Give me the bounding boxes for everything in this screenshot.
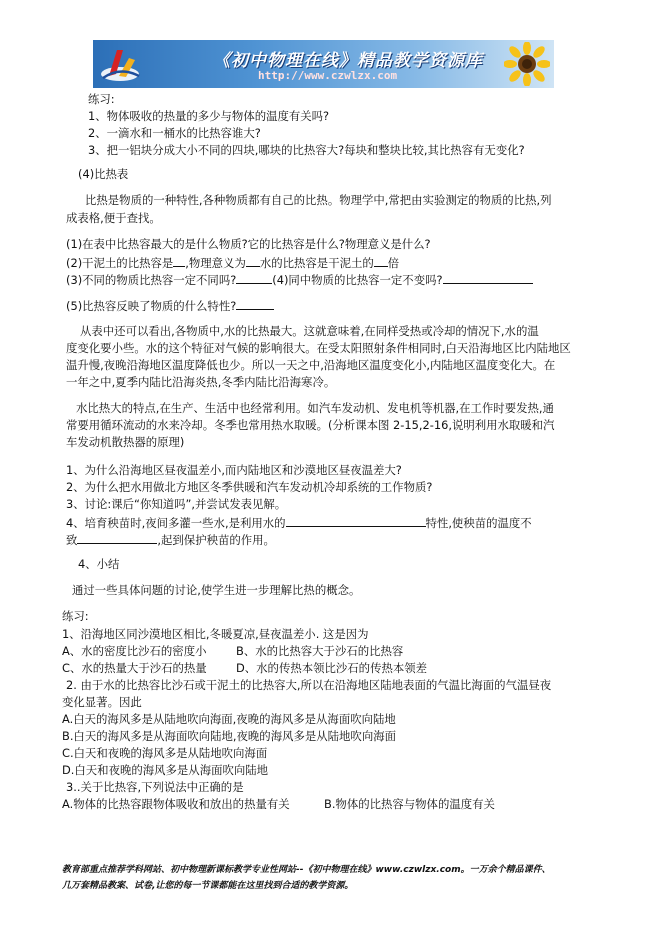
- answer-blank[interactable]: [77, 532, 157, 544]
- exercise-question: 3..关于比热容,下列说法中正确的是: [66, 780, 244, 794]
- site-logo-icon: [99, 44, 141, 84]
- table-question: (2)干泥土的比热容是 ,物理意义为 水的比热容是干泥土的 倍: [66, 256, 400, 270]
- paragraph-line: 度变化要小些。水的这个特征对气候的影响很大。在受太阳照射条件相同时,白天沿海地区比内陆地区: [66, 341, 571, 355]
- footer-line: 几万套精品教案、试卷,让您的每一节课都能在这里找到合适的教学资源。: [62, 881, 354, 891]
- answer-option: B、水的比热容大于沙石的比热容: [236, 644, 404, 658]
- paragraph-line: 水比热大的特点,在生产、生活中也经常利用。如汽车发动机、发电机等机器,在工作时要发热,通: [76, 401, 554, 415]
- paragraph-line: 一年之中,夏季内陆比沿海炎热,冬季内陆比沿海寒冷。: [66, 375, 336, 389]
- exercise-question: 变化显著。因此: [62, 695, 142, 709]
- paragraph-line: 常要用循环流动的水来冷却。冬季也常用热水取暖。(分析课本图 2-15,2-16,说明利用水取暖和汽: [66, 418, 555, 432]
- answer-blank[interactable]: [236, 298, 274, 310]
- answer-option: B.白天的海风多是从海面吹向陆地,夜晚的海风多是从陆地吹向海面: [62, 729, 396, 743]
- header-banner: [93, 40, 554, 88]
- section-heading: (4)比热表: [78, 167, 129, 181]
- footer-line: 教育部重点推荐学科网站、初中物理新课标教学专业性网站--《初中物理在线》www.czwlzx.com。一万余个精品课件、: [62, 865, 551, 875]
- table-question: (5)比热容反映了物质的什么特性?: [66, 298, 274, 313]
- exercise-question: 2、一滴水和一桶水的比热容谁大?: [88, 126, 261, 140]
- answer-blank[interactable]: [374, 255, 388, 267]
- answer-blank[interactable]: [173, 255, 185, 267]
- answer-option: D、水的传热本领比沙石的传热本领差: [236, 661, 428, 675]
- answer-option: C.白天和夜晚的海风多是从陆地吹向海面: [62, 746, 268, 760]
- paragraph-line: 成表格,便于查找。: [66, 211, 161, 225]
- discussion-question: 4、培育秧苗时,夜间多灌一些水,是利用水的 特性,使秧苗的温度不: [66, 516, 532, 530]
- answer-option: A.白天的海风多是从陆地吹向海面,夜晚的海风多是从海面吹向陆地: [62, 712, 396, 726]
- discussion-question: 3、讨论:课后“你知道吗”,并尝试发表见解。: [66, 497, 287, 511]
- answer-option: A.物体的比热容跟物体吸收和放出的热量有关: [62, 797, 290, 811]
- answer-blank[interactable]: [443, 272, 533, 284]
- exercise-question: 2. 由于水的比热容比沙石或干泥土的比热容大,所以在沿海地区陆地表面的气温比海面的气温昼夜: [66, 678, 552, 692]
- paragraph-line: 从表中还可以看出,各物质中,水的比热最大。这就意味着,在同样受热或冷却的情况下,水的温: [80, 324, 539, 338]
- table-question: (3)不同的物质比热容一定不同吗? (4)同中物质的比热容一定不变吗?: [66, 272, 533, 287]
- exercise-question: 1、物体吸收的热量的多少与物体的温度有关吗?: [88, 109, 330, 123]
- exercise-question: 1、沿海地区同沙漠地区相比,冬暖夏凉,昼夜温差小. 这是因为: [62, 627, 369, 641]
- paragraph-line: 比热是物质的一种特性,各种物质都有自己的比热。物理学中,常把由实验测定的物质的比热,列: [85, 193, 552, 207]
- banner-url: http://www.czwlzx.com: [258, 69, 398, 82]
- discussion-question: 致 ,起到保护秧苗的作用。: [66, 533, 275, 547]
- answer-option: B.物体的比热容与物体的温度有关: [324, 797, 495, 811]
- answer-option: D.白天和夜晚的海风多是从海面吹向陆地: [62, 763, 269, 777]
- exercise-heading: 练习:: [88, 92, 115, 106]
- answer-option: C、水的热量大于沙石的热量: [62, 661, 207, 675]
- exercise-heading: 练习:: [62, 609, 89, 623]
- discussion-question: 2、为什么把水用做北方地区冬季供暖和汽车发动机冷却系统的工作物质?: [66, 480, 433, 494]
- exercise-question: 3、把一铝块分成大小不同的四块,哪块的比热容大?每块和整块比较,其比热容有无变化?: [88, 143, 525, 157]
- summary-text: 通过一些具体问题的讨论,使学生进一步理解比热的概念。: [72, 583, 361, 597]
- answer-blank[interactable]: [286, 515, 426, 527]
- answer-blank[interactable]: [236, 272, 272, 284]
- answer-blank[interactable]: [246, 255, 260, 267]
- sunflower-icon: [504, 42, 550, 86]
- discussion-question: 1、为什么沿海地区昼夜温差小,而内陆地区和沙漠地区昼夜温差大?: [66, 463, 402, 477]
- paragraph-line: 车发动机散热器的原理): [66, 435, 185, 449]
- paragraph-line: 温升慢,夜晚沿海地区温度降低也少。所以一天之中,沿海地区温度变化小,内陆地区温度变化大。在: [66, 358, 556, 372]
- banner-title: 《初中物理在线》精品教学资源库: [213, 51, 483, 71]
- table-question: (1)在表中比热容最大的是什么物质?它的比热容是什么?物理意义是什么?: [66, 237, 431, 251]
- answer-option: A、水的密度比沙石的密度小: [62, 644, 207, 658]
- summary-heading: 4、小结: [78, 557, 120, 571]
